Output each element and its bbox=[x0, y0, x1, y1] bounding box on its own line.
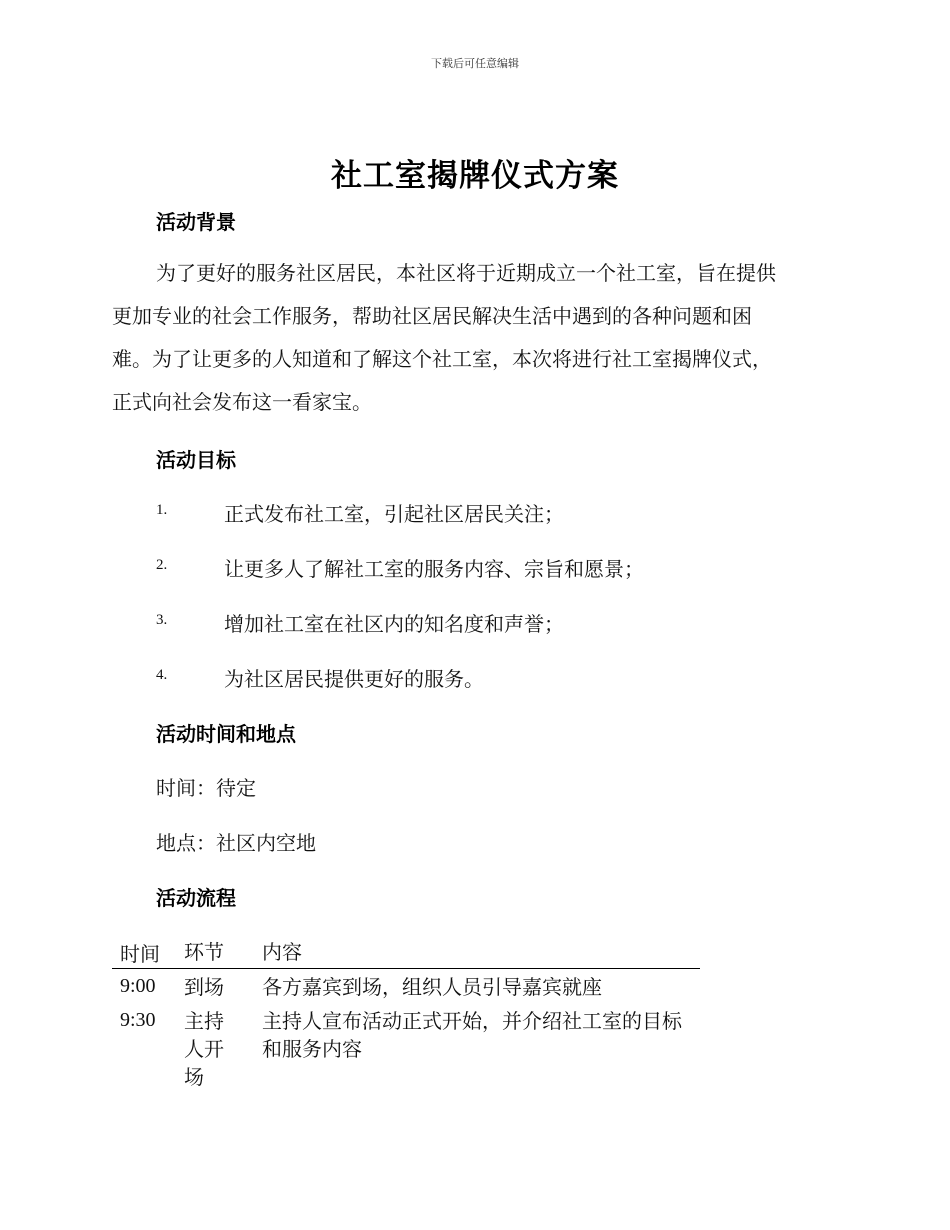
schedule-table bbox=[112, 936, 700, 1095]
event-time: 时间：待定 bbox=[156, 776, 256, 800]
table-row bbox=[112, 969, 700, 1005]
goal-number: 2. bbox=[156, 557, 168, 573]
goal-number: 1. bbox=[156, 502, 168, 518]
section-heading-background: 活动背景 bbox=[156, 210, 236, 234]
goal-text: 让更多人了解社工室的服务内容、宗旨和愿景； bbox=[224, 557, 644, 581]
background-line-2: 更加专业的社会工作服务，帮助社区居民解决生活中遇到的各种问题和困 bbox=[112, 304, 752, 328]
section-heading-goals: 活动目标 bbox=[156, 448, 236, 472]
row-content: 各方嘉宾到场，组织人员引导嘉宾就座 bbox=[262, 975, 602, 999]
background-line-3: 难。为了让更多的人知道和了解这个社工室，本次将进行社工室揭牌仪式， bbox=[112, 347, 772, 371]
goal-text: 增加社工室在社区内的知名度和声誉； bbox=[224, 612, 564, 636]
row-time: 9:00 bbox=[120, 975, 156, 997]
row-stage: 到场 bbox=[184, 975, 224, 999]
event-place: 地点：社区内空地 bbox=[156, 831, 316, 855]
section-heading-time-place: 活动时间和地点 bbox=[156, 722, 296, 746]
header-time: 时间 bbox=[120, 942, 160, 966]
row-stage: 主持人开场 bbox=[184, 1009, 224, 1089]
table-row bbox=[112, 1005, 700, 1095]
section-heading-process: 活动流程 bbox=[156, 886, 236, 910]
document-title: 社工室揭牌仪式方案 bbox=[331, 158, 619, 194]
schedule-header-row bbox=[112, 936, 700, 969]
header-note: 下载后可任意编辑 bbox=[431, 57, 519, 70]
row-time: 9:30 bbox=[120, 1009, 156, 1031]
goal-text: 为社区居民提供更好的服务。 bbox=[224, 667, 484, 691]
goal-number: 3. bbox=[156, 612, 168, 628]
header-stage: 环节 bbox=[184, 940, 224, 964]
background-line-1: 为了更好的服务社区居民，本社区将于近期成立一个社工室，旨在提供 bbox=[156, 261, 776, 285]
row-content: 主持人宣布活动正式开始，并介绍社工室的目标和服务内容 bbox=[262, 1009, 682, 1061]
header-content: 内容 bbox=[262, 940, 302, 964]
goal-number: 4. bbox=[156, 667, 168, 683]
background-line-4: 正式向社会发布这一看家宝。 bbox=[112, 390, 372, 414]
goal-text: 正式发布社工室，引起社区居民关注； bbox=[224, 502, 564, 526]
